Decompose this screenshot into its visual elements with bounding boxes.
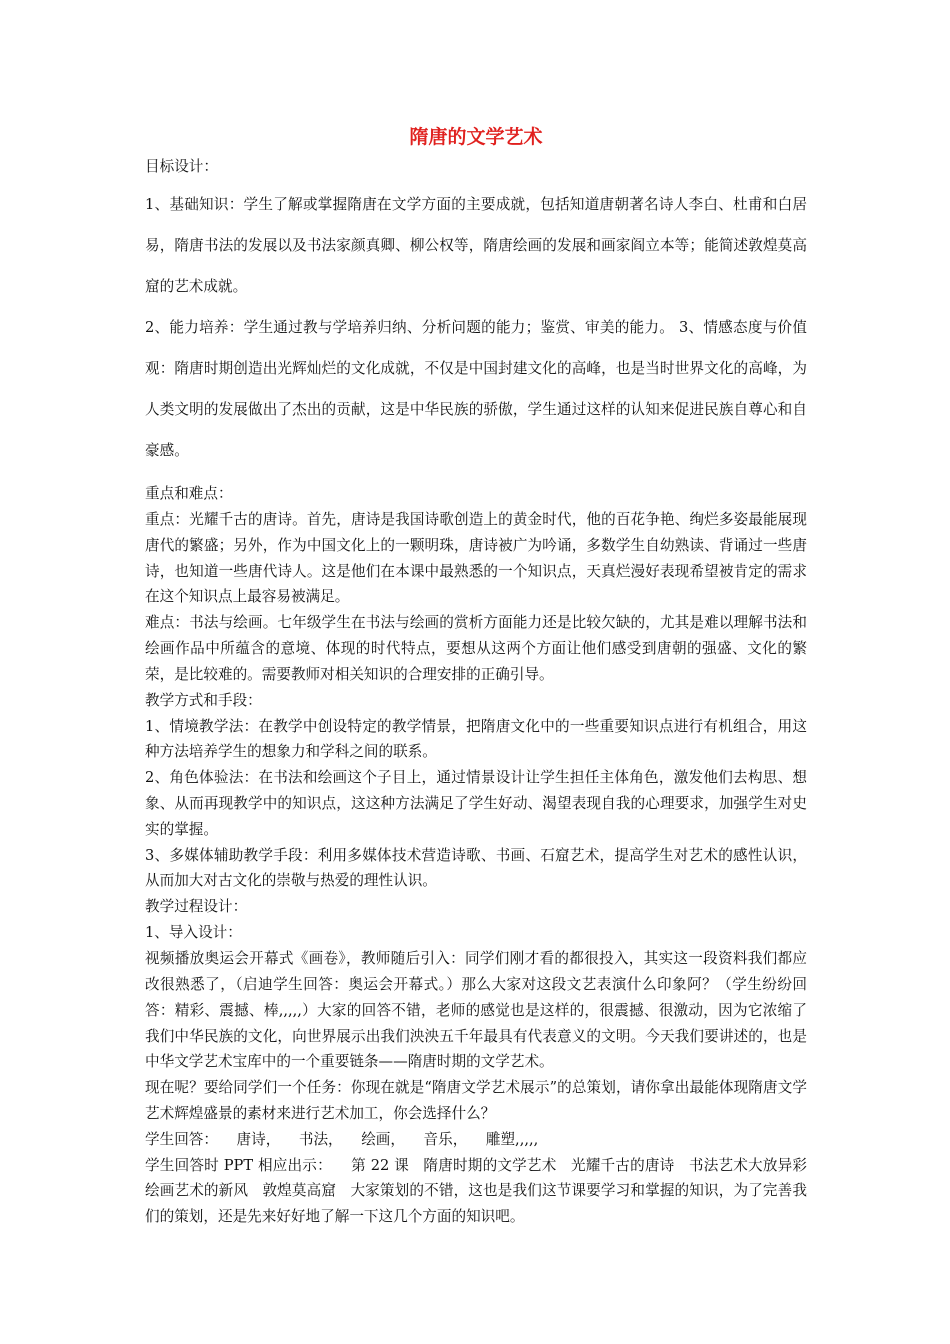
method-situation: 1、情境教学法：在教学中创设特定的教学情景，把隋唐文化中的一些重要知识点进行有机组合，用这种方法培养学生的想象力和学科之间的联系。 (145, 717, 807, 761)
process-task: 现在呢？要给同学们一个任务：你现在就是“隋唐文学艺术展示”的总策划，请你拿出最能体现隋唐文学艺术辉煌盛景的素材来进行艺术加工，你会选择什么？ (145, 1079, 807, 1122)
process-heading: 教学过程设计： (145, 898, 248, 916)
process-subheading: 1、导入设计： (145, 924, 242, 942)
document-page (145, 124, 821, 1230)
method-role: 2、角色体验法：在书法和绘画这个子目上，通过情景设计让学生担任主体角色，激发他们去构思、想象、从而再现教学中的知识点，这这种方法满足了学生好动、渴望表现自我的心理要求，加强学生对史实的掌握。 (145, 769, 807, 838)
keypoints-heading: 重点和难点： (145, 485, 233, 502)
goal-item-ability: 2、能力培养：学生通过教与学培养归纳、分析问题的能力；鉴赏、审美的能力。 3、情感态度与价值观：隋唐时期创造出光辉灿烂的文化成就，不仅是中国封建文化的高峰，也是当时世界文化的高峰，为人类文明的发展做出了杰出的贡献，这是中华民族的骄傲，学生通过这样的认知来促进民族自尊心和自豪感。 (145, 319, 807, 459)
keypoint-difficult: 难点：书法与绘画。七年级学生在书法与绘画的赏析方面能力还是比较欠缺的，尤其是难以理解书法和绘画作品中所蕴含的意境、体现的时代特点，要想从这两个方面让他们感受到唐朝的强盛、文化的繁荣，是比较难的。需要教师对相关知识的合理安排的正确引导。 (145, 614, 807, 683)
keypoint-important: 重点：光耀千古的唐诗。首先，唐诗是我国诗歌创造上的黄金时代，他的百花争艳、绚烂多姿最能展现唐代的繁盛；另外，作为中国文化上的一颗明珠，唐诗被广为吟诵，多数学生自幼熟读、背诵过一些唐诗，也知道一些唐代诗人。这是他们在本课中最熟悉的一个知识点，天真烂漫好表现希望被肯定的需求在这个知识点上最容易被满足。 (145, 511, 807, 606)
goal-item-basic: 1、基础知识：学生了解或掌握隋唐在文学方面的主要成就，包括知道唐朝著名诗人李白、杜甫和白居易，隋唐书法的发展以及书法家颜真卿、柳公权等，隋唐绘画的发展和画家阎立本等；能简述敦煌莫高窟的艺术成就。 (145, 196, 807, 295)
method-multimedia: 3、多媒体辅助教学手段：利用多媒体技术营造诗歌、书画、石窟艺术，提高学生对艺术的感性认识，从而加大对古文化的崇敬与热爱的理性认识。 (145, 846, 807, 890)
goal-heading: 目标设计： (145, 158, 218, 175)
document-title: 隋唐的文学艺术 (409, 126, 543, 148)
methods-heading: 教学方式和手段： (145, 691, 262, 709)
process-intro: 视频播放奥运会开幕式《画卷》，教师随后引入：同学们刚才看的都很投入，其实这一段资料我们都应改很熟悉了，（启迪学生回答：奥运会开幕式。）那么大家对这段文艺表演什么印象阿？（学生纷纷回答：精彩、震撼、棒,,,,,）大家的回答不错，老师的感觉也是这样的，很震撼、很激动，因为它浓缩了我们中华民族的文化，向世界展示出我们泱泱五千年最具有代表意义的文明。今天我们要讲述的，也是中华文学艺术宝库中的一个重要链条——隋唐时期的文学艺术。 (145, 950, 807, 1071)
process-student-answer: 学生回答： 唐诗， 书法， 绘画， 音乐， 雕塑,,,,, (145, 1130, 539, 1148)
process-ppt: 学生回答时 PPT 相应出示： 第 22 课 隋唐时期的文学艺术 光耀千古的唐诗 书法艺术大放异彩 绘画艺术的新风 敦煌莫高窟 大家策划的不错，这也是我们这节课要学习和掌握的知识，为了完善我们的策划，还是先来好好地了解一下这几个方面的知识吧。 (145, 1156, 821, 1226)
